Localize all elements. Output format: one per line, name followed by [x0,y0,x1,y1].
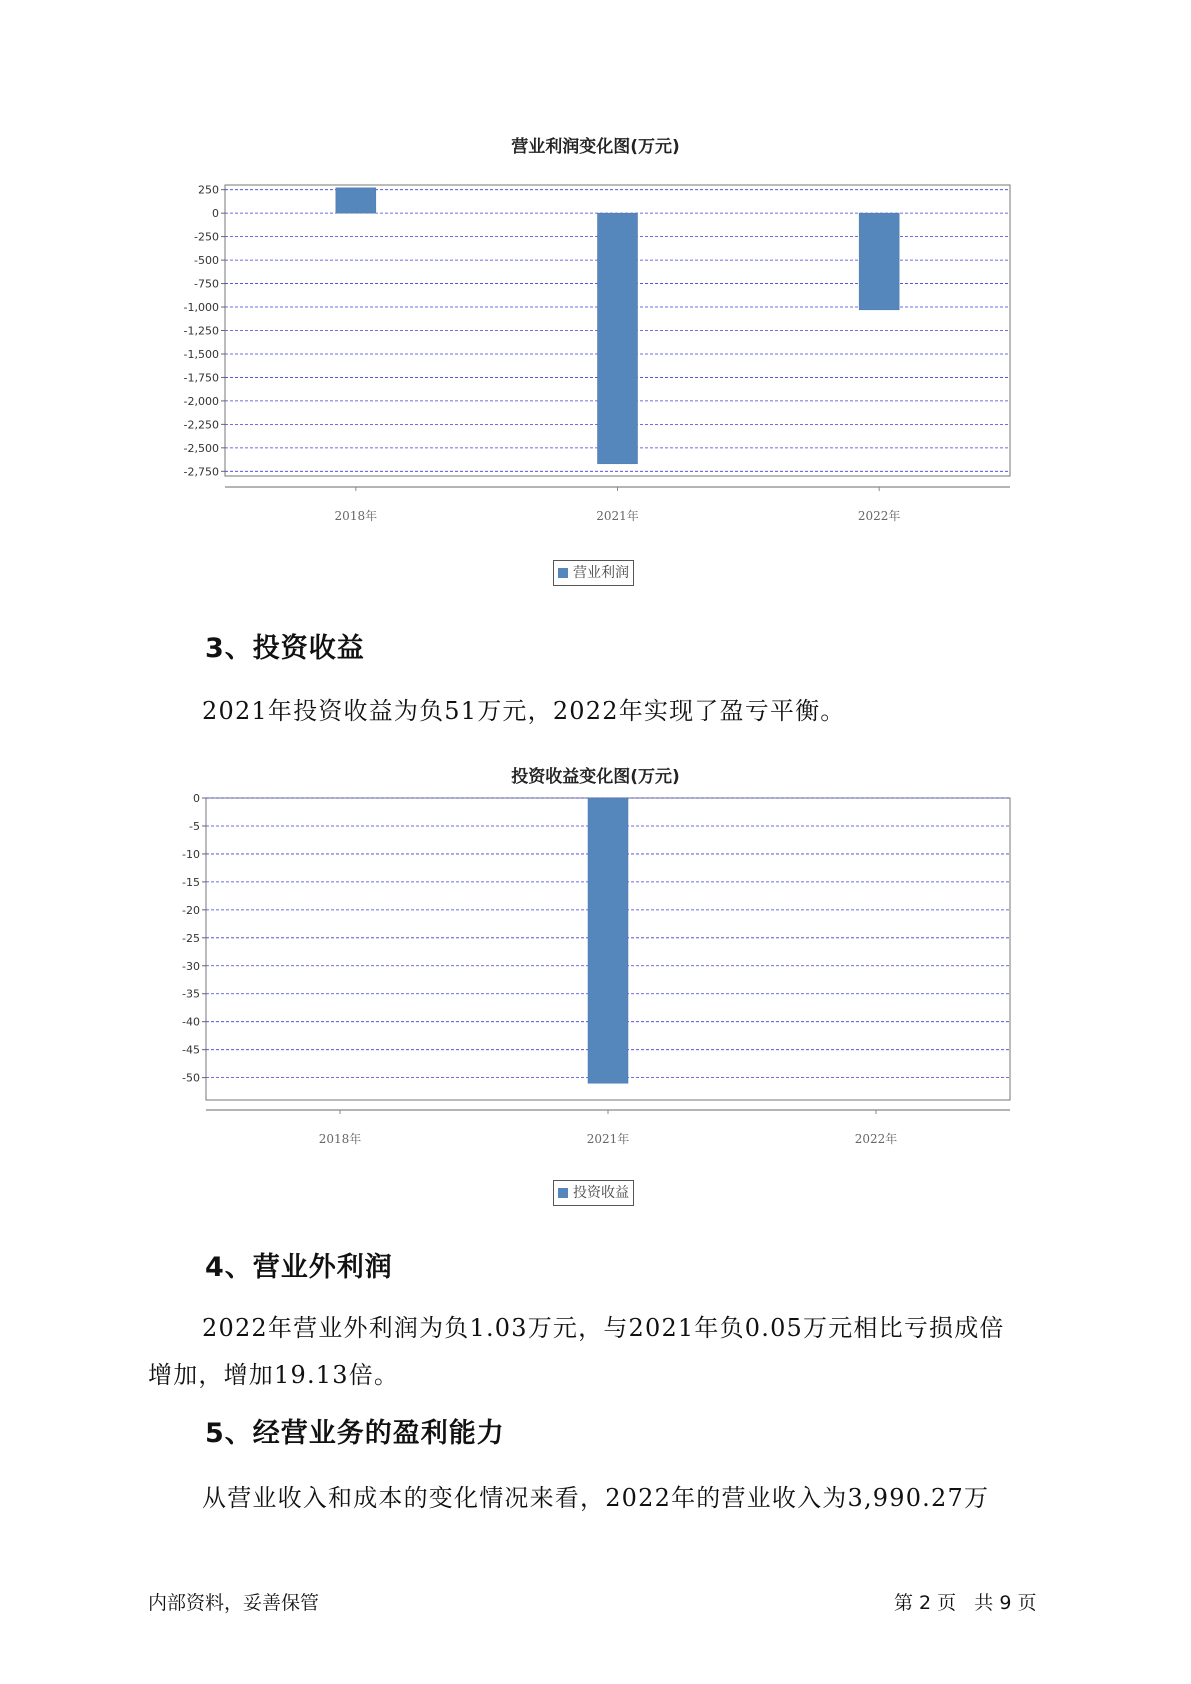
bar [598,213,638,464]
y-tick-label: 250 [198,183,219,197]
y-tick-label: -1,750 [183,371,219,385]
bar [859,213,899,310]
legend-swatch-icon [558,1188,568,1198]
y-tick-label: -40 [182,1015,200,1029]
x-tick-label: 2022年 [857,509,901,523]
section-4-heading: 4、营业外利润 [205,1252,393,1283]
y-tick-label: -2,250 [183,418,219,432]
y-tick-label: -50 [182,1071,200,1085]
section-3-heading: 3、投资收益 [205,633,365,664]
y-tick-label: -2,000 [183,394,219,408]
y-tick-label: -35 [182,987,200,1001]
y-tick-label: 0 [193,792,200,805]
section-5-heading: 5、经营业务的盈利能力 [205,1418,505,1449]
y-tick-label: -2,750 [183,465,219,479]
chart1-title: 营业利润变化图(万元) [511,137,680,157]
chart2-legend-label: 投资收益 [573,1185,629,1201]
y-tick-label: -25 [182,931,200,945]
footer-confidential: 内部资料，妥善保管 [148,1592,320,1614]
y-tick-label: -10 [182,847,200,861]
bar [336,188,376,213]
footer-page-number: 第 2 页 共 9 页 [894,1592,1037,1614]
chart1-legend [553,560,634,586]
x-tick-label: 2018年 [318,1132,362,1146]
y-tick-label: -750 [194,277,219,291]
y-tick-label: -5 [189,819,200,833]
chart2-title: 投资收益变化图(万元) [511,767,680,787]
y-tick-label: 0 [212,207,219,221]
x-tick-label: 2018年 [334,509,378,523]
y-tick-label: -250 [194,230,219,244]
chart2-legend [553,1180,634,1206]
section-5-text: 从营业收入和成本的变化情况来看，2022年的营业收入为3,990.27万 [202,1484,990,1512]
y-tick-label: -45 [182,1043,200,1057]
x-tick-label: 2021年 [596,509,639,523]
y-tick-label: -2,500 [183,441,219,455]
x-tick-label: 2022年 [854,1132,898,1146]
y-tick-label: -15 [182,875,200,889]
y-tick-label: -20 [182,903,200,917]
section-3-text: 2021年投资收益为负51万元，2022年实现了盈亏平衡。 [202,697,846,725]
y-tick-label: -500 [194,254,219,268]
y-tick-label: -1,250 [183,324,219,338]
legend-swatch-icon [558,568,568,578]
y-tick-label: -30 [182,959,200,973]
operating-profit-chart [150,175,1050,523]
section-4-text-line1: 2022年营业外利润为负1.03万元，与2021年负0.05万元相比亏损成倍 [202,1314,1005,1342]
section-4-text-line2: 增加，增加19.13倍。 [148,1361,400,1389]
y-tick-label: -1,000 [183,301,219,315]
x-tick-label: 2021年 [586,1132,630,1146]
investment-income-chart [150,792,1050,1173]
bar [588,798,628,1083]
chart1-legend-label: 营业利润 [573,565,629,581]
y-tick-label: -1,500 [183,347,219,361]
